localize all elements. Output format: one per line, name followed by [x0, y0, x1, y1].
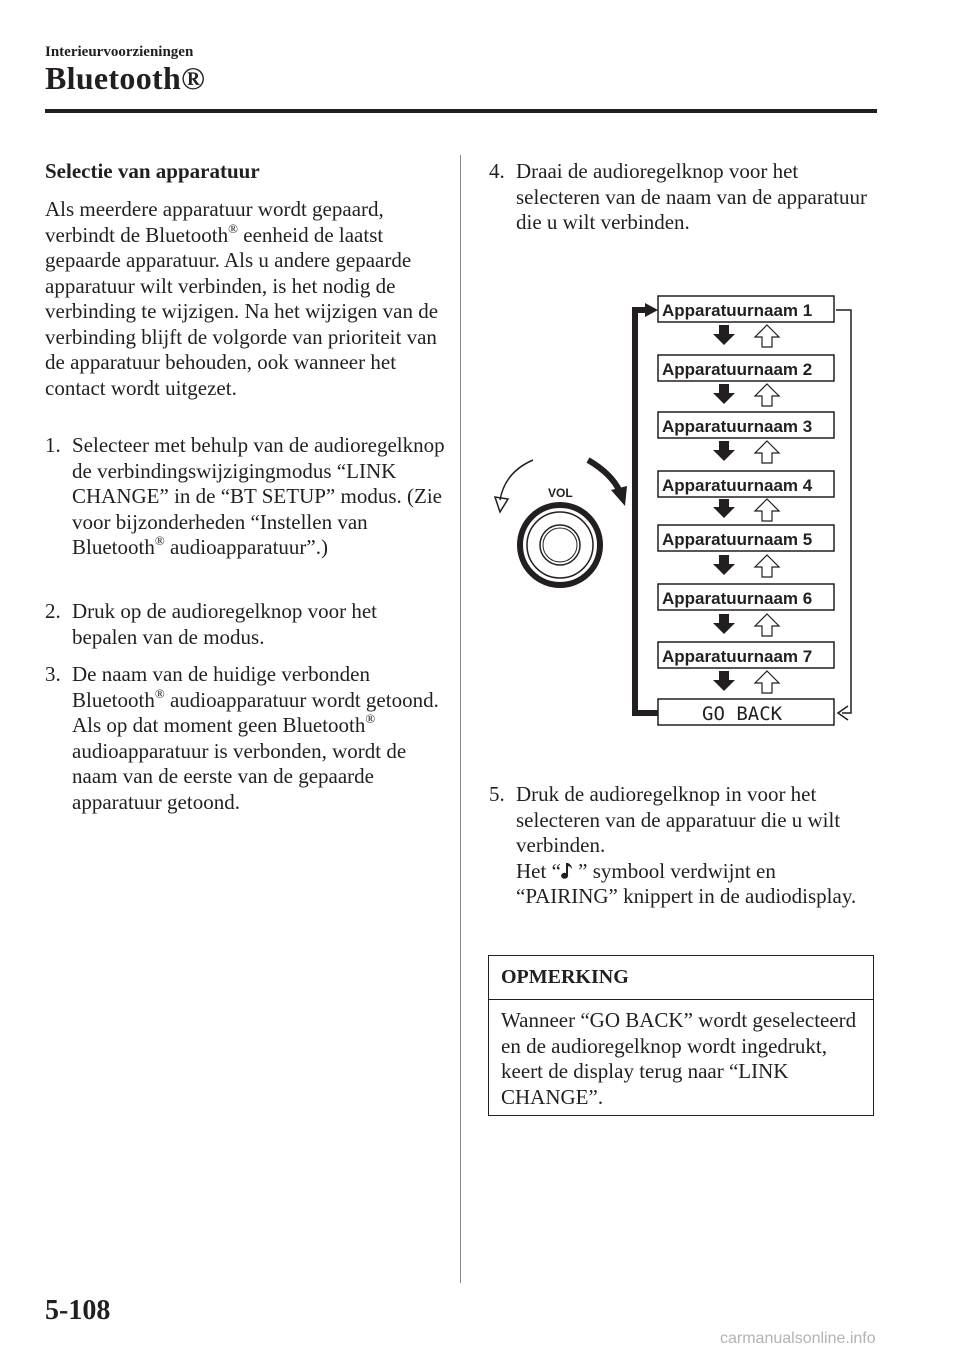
down-arrow-icon: [713, 384, 735, 404]
volume-knob: [520, 486, 600, 585]
down-arrow-icon: [713, 325, 735, 345]
note-title: OPMERKING: [489, 956, 873, 1000]
step-number: 3.: [45, 662, 61, 686]
device-name: Apparatuurnaam 4: [662, 476, 813, 495]
device-item: [658, 584, 834, 610]
column-divider: [460, 155, 461, 1283]
down-arrow-icon: [713, 671, 735, 691]
step-3: [45, 662, 445, 815]
step-2: [45, 599, 445, 650]
rotate-ccw-arrowhead: [495, 497, 508, 512]
go-back-label: GO BACK: [702, 703, 783, 725]
up-arrow-icon: [755, 555, 779, 577]
music-note-icon: [561, 862, 573, 880]
rotate-cw-arrow: [588, 460, 620, 492]
step-1: [45, 433, 445, 561]
step-number: 4.: [489, 159, 505, 183]
up-arrow-icon: [755, 441, 779, 463]
device-item: [658, 355, 834, 381]
step-text: Draai de audioregelknop voor het selecteren van de naam van de apparatuur die u wilt verbinden.: [516, 159, 867, 234]
arrow-pair: [713, 384, 779, 406]
down-arrow-icon: [713, 441, 735, 461]
device-name: Apparatuurnaam 5: [662, 530, 813, 549]
section-label: Interieurvoorzieningen: [45, 44, 194, 60]
device-name: Apparatuurnaam 2: [662, 360, 813, 379]
device-item: [658, 642, 834, 668]
step-4: [489, 159, 879, 236]
arrow-pair: [713, 614, 779, 636]
device-item: [658, 471, 834, 497]
up-arrow-icon: [755, 614, 779, 636]
down-arrow-icon: [713, 499, 735, 518]
up-arrow-icon: [755, 671, 779, 693]
section-heading: Selectie van apparatuur: [45, 159, 260, 183]
forward-loop-arrowhead: [645, 303, 658, 317]
go-back-item: [658, 699, 834, 725]
step-number: 1.: [45, 433, 61, 457]
up-arrow-icon: [755, 499, 779, 521]
vol-label: VOL: [548, 486, 573, 500]
intro-paragraph: Als meerdere apparatuur wordt gepaard, verbindt de Bluetooth® eenheid de laatst gepaarde apparatuur. Als u andere gepaarde apparatuur wilt verbinden, is het nodig de verbinding te wijzigen. Na het wijzigen van de verbinding blijft de volgorde van prioriteit van de apparatuur behouden, ook wanneer het contact wordt uitgezet.: [45, 197, 439, 400]
step-number: 2.: [45, 599, 61, 623]
device-name: Apparatuurnaam 6: [662, 589, 813, 608]
down-arrow-icon: [713, 555, 735, 575]
device-name: Apparatuurnaam 7: [662, 647, 813, 666]
step-5: [489, 782, 879, 910]
arrow-pair: [713, 499, 779, 521]
step-text: De naam van de huidige verbonden Bluetooth® audioapparatuur wordt getoond. Als op dat moment geen Bluetooth® audioapparatuur is verbonden, wordt de naam van de eerste van de gepaarde apparatuur getoond.: [72, 662, 439, 814]
step-text: Druk de audioregelknop in voor het selecteren van de apparatuur die u wilt verbinden. Het “ ” symbool verdwijnt en “PAIRING” knippert in de audiodisplay.: [516, 782, 857, 908]
device-name: Apparatuurnaam 3: [662, 417, 813, 436]
page-title: Bluetooth®: [45, 60, 206, 96]
device-name: Apparatuurnaam 1: [662, 301, 813, 320]
arrow-pair: [713, 671, 779, 693]
up-arrow-icon: [755, 384, 779, 406]
step-text: Selecteer met behulp van de audioregelknop de verbindingswijzigingmodus “LINK CHANGE” in de “BT SETUP” modus. (Zie voor bijzonderheden “Instellen van Bluetooth® audioapparatuur”.): [72, 433, 445, 559]
note-text: Wanneer “GO BACK” wordt geselecteerd en de audioregelknop wordt ingedrukt, keert de display terug naar “LINK CHANGE”.: [501, 1008, 857, 1109]
device-item: [658, 296, 834, 322]
device-selection-diagram: [480, 285, 880, 735]
rotate-ccw-arrow: [500, 460, 533, 500]
step-number: 5.: [489, 782, 505, 806]
backward-loop-bracket: [836, 310, 851, 713]
arrow-pair: [713, 555, 779, 577]
step-text: Druk op de audioregelknop voor het bepalen van de modus.: [72, 599, 378, 649]
note-box: [488, 955, 874, 1116]
arrow-pair: [713, 325, 779, 347]
title-divider: [45, 109, 877, 113]
arrow-pair: [713, 441, 779, 463]
forward-loop-bracket: [635, 310, 658, 713]
down-arrow-icon: [713, 614, 735, 634]
up-arrow-icon: [755, 325, 779, 347]
page-number: 5-108: [45, 1295, 111, 1326]
rotate-cw-arrowhead: [611, 486, 627, 506]
watermark: carmanualsonline.info: [720, 1330, 876, 1347]
device-item: [658, 412, 834, 438]
device-item: [658, 525, 834, 551]
